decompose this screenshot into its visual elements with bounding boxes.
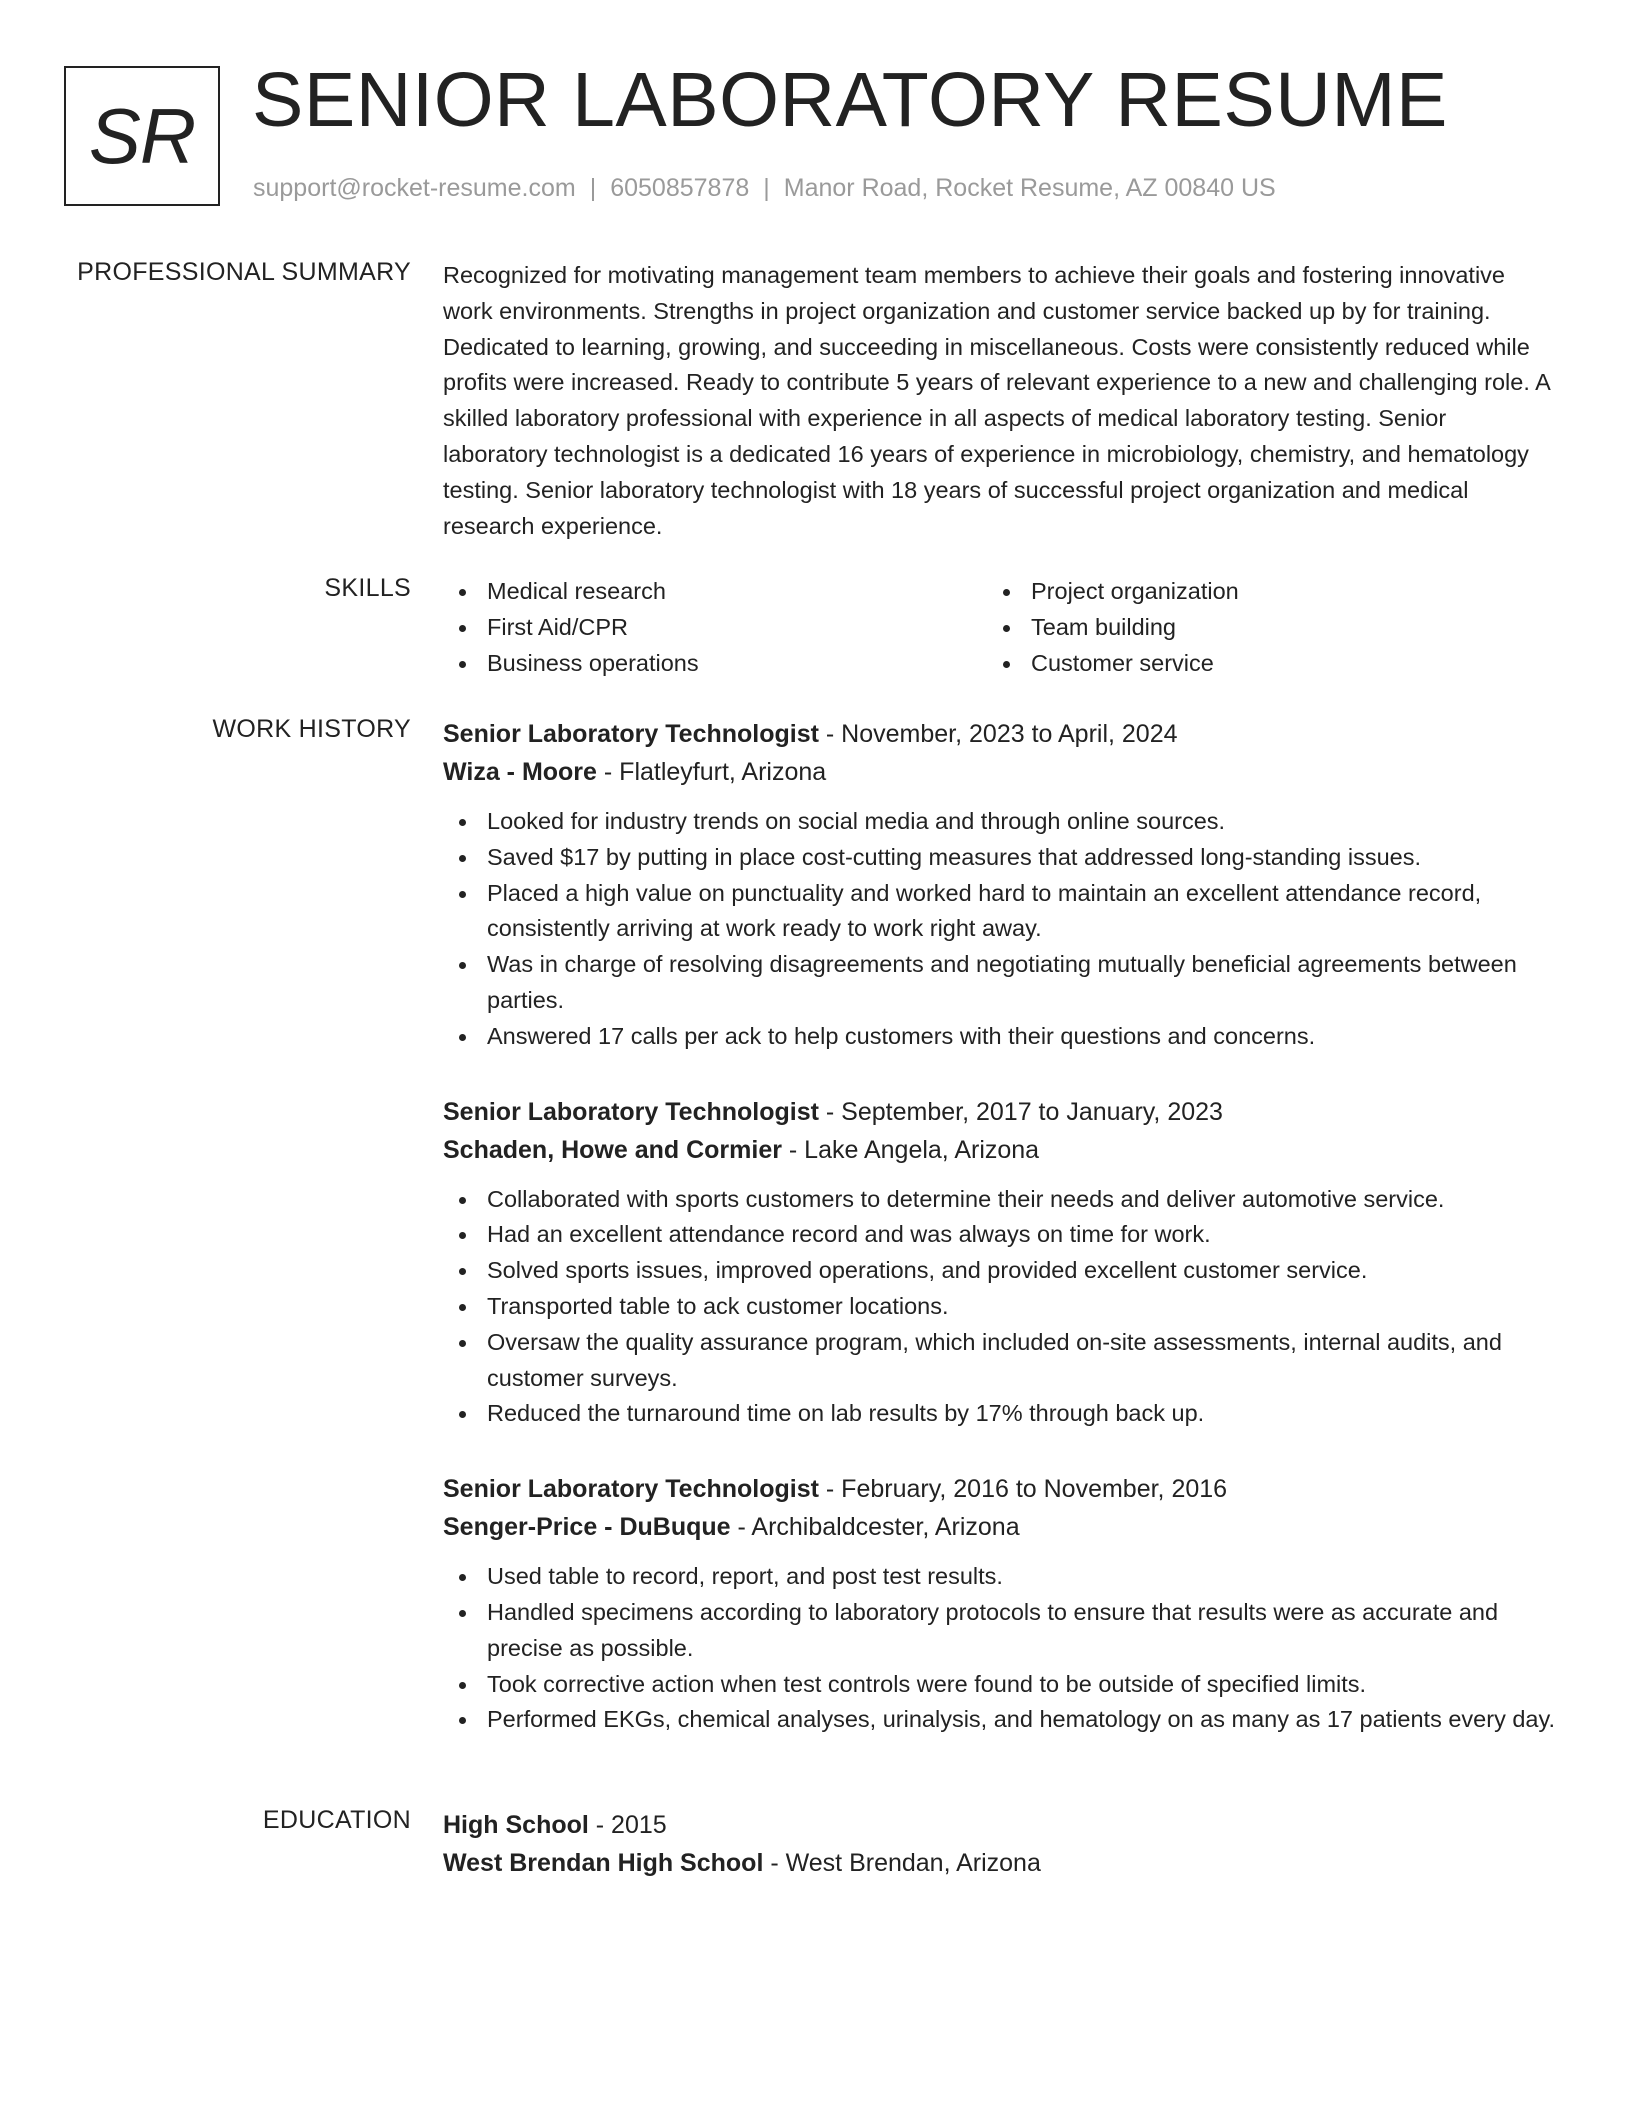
- section-heading: PROFESSIONAL SUMMARY: [77, 258, 411, 286]
- duty-item: Was in charge of resolving disagreements and negotiating mutually beneficial agreements between parties.: [443, 947, 1556, 1019]
- company-name: Schaden, Howe and Cormier: [443, 1135, 782, 1164]
- skill-item: First Aid/CPR: [443, 610, 987, 646]
- section-heading: WORK HISTORY: [212, 715, 411, 743]
- company-location: - Lake Angela, Arizona: [781, 1135, 1040, 1164]
- company-location: - Flatleyfurt, Arizona: [596, 758, 827, 786]
- skills-column-right: [987, 574, 1531, 681]
- email-link[interactable]: support@rocket-resume.com: [253, 174, 576, 202]
- job-title-line: [443, 1470, 1556, 1508]
- duty-item: Placed a high value on punctuality and worked hard to maintain an excellent attendance record, consistently arriving at work ready to work right away.: [443, 876, 1556, 948]
- duty-item: Collaborated with sports customers to determine their needs and deliver automotive service.: [443, 1182, 1556, 1218]
- duty-item: Answered 17 calls per ack to help customers with their questions and concerns.: [443, 1019, 1556, 1055]
- duty-item: Reduced the turnaround time on lab results by 17% through back up.: [443, 1396, 1556, 1432]
- company-name: Senger-Price - DuBuque: [443, 1513, 731, 1542]
- job-duties: [443, 1559, 1556, 1738]
- school-line: [443, 1844, 1556, 1882]
- degree-line: [443, 1806, 1556, 1844]
- monogram-badge: SR: [64, 66, 220, 206]
- section-heading: EDUCATION: [262, 1806, 411, 1834]
- phone-number: 6050857878: [610, 174, 750, 202]
- skill-item: Medical research: [443, 574, 987, 610]
- address: Manor Road, Rocket Resume, AZ 00840 US: [783, 174, 1276, 202]
- duty-item: Solved sports issues, improved operations, and provided excellent customer service.: [443, 1253, 1556, 1289]
- company-location: - Archibaldcester, Arizona: [730, 1513, 1020, 1542]
- duty-item: Saved $17 by putting in place cost-cutting measures that addressed long-standing issues.: [443, 840, 1556, 876]
- job-company-line: [443, 1508, 1556, 1546]
- degree-name: High School: [443, 1811, 589, 1839]
- resume-title: SENIOR LABORATORY RESUME: [252, 57, 1448, 143]
- job-company-line: [443, 1131, 1556, 1169]
- duty-item: Had an excellent attendance record and was always on time for work.: [443, 1217, 1556, 1253]
- skill-item: Project organization: [987, 574, 1531, 610]
- job-company-line: [443, 753, 1556, 791]
- duty-item: Handled specimens according to laboratory protocols to ensure that results were as accurate and precise as possible.: [443, 1595, 1556, 1667]
- graduation-year: - 2015: [588, 1811, 667, 1839]
- skill-item: Team building: [987, 610, 1531, 646]
- separator: |: [763, 174, 770, 202]
- skill-item: Business operations: [443, 646, 987, 682]
- separator: |: [589, 174, 597, 202]
- duty-item: Used table to record, report, and post test results.: [443, 1559, 1556, 1595]
- duty-item: Performed EKGs, chemical analyses, urinalysis, and hematology on as many as 17 patients every day.: [443, 1702, 1556, 1738]
- job-title-line: [443, 715, 1556, 753]
- job-entry: [443, 715, 1556, 1055]
- job-title: Senior Laboratory Technologist: [443, 1475, 819, 1504]
- job-title-line: [443, 1093, 1556, 1131]
- job-title: Senior Laboratory Technologist: [443, 1097, 819, 1126]
- job-duties: [443, 1182, 1556, 1433]
- contact-line: [253, 174, 1276, 203]
- duty-item: Took corrective action when test controls were found to be outside of specified limits.: [443, 1667, 1556, 1703]
- summary-text: Recognized for motivating management team members to achieve their goals and fostering innovative work environments. Strengths in project organization and customer service backed up by for training. Dedicated to learning, growing, and succeeding in miscellaneous. Costs were consistently reduced while profits were increased. Ready to contribute 5 years of relevant experience to a new and challenging role. A skilled laboratory professional with experience in all aspects of medical laboratory testing. Senior laboratory technologist is a dedicated 16 years of experience in microbiology, chemistry, and hematology testing. Senior laboratory technologist with 18 years of successful project organization and medical research experience.: [443, 262, 1550, 539]
- school-location: - West Brendan, Arizona: [763, 1849, 1041, 1877]
- duty-item: Transported table to ack customer locations.: [443, 1289, 1556, 1325]
- skills-column-left: [443, 574, 987, 681]
- skill-item: Customer service: [987, 646, 1531, 682]
- job-duties: [443, 804, 1556, 1055]
- job-dates: - September, 2017 to January, 2023: [818, 1097, 1223, 1126]
- duty-item: Looked for industry trends on social media and through online sources.: [443, 804, 1556, 840]
- section-heading: SKILLS: [324, 574, 411, 602]
- job-title: Senior Laboratory Technologist: [443, 720, 819, 748]
- job-dates: - February, 2016 to November, 2016: [818, 1475, 1228, 1504]
- job-dates: - November, 2023 to April, 2024: [818, 720, 1178, 748]
- job-entry: [443, 1093, 1556, 1433]
- company-name: Wiza - Moore: [443, 758, 597, 786]
- school-name: West Brendan High School: [443, 1849, 764, 1877]
- duty-item: Oversaw the quality assurance program, which included on-site assessments, internal audits, and customer surveys.: [443, 1325, 1556, 1397]
- job-entry: [443, 1470, 1556, 1738]
